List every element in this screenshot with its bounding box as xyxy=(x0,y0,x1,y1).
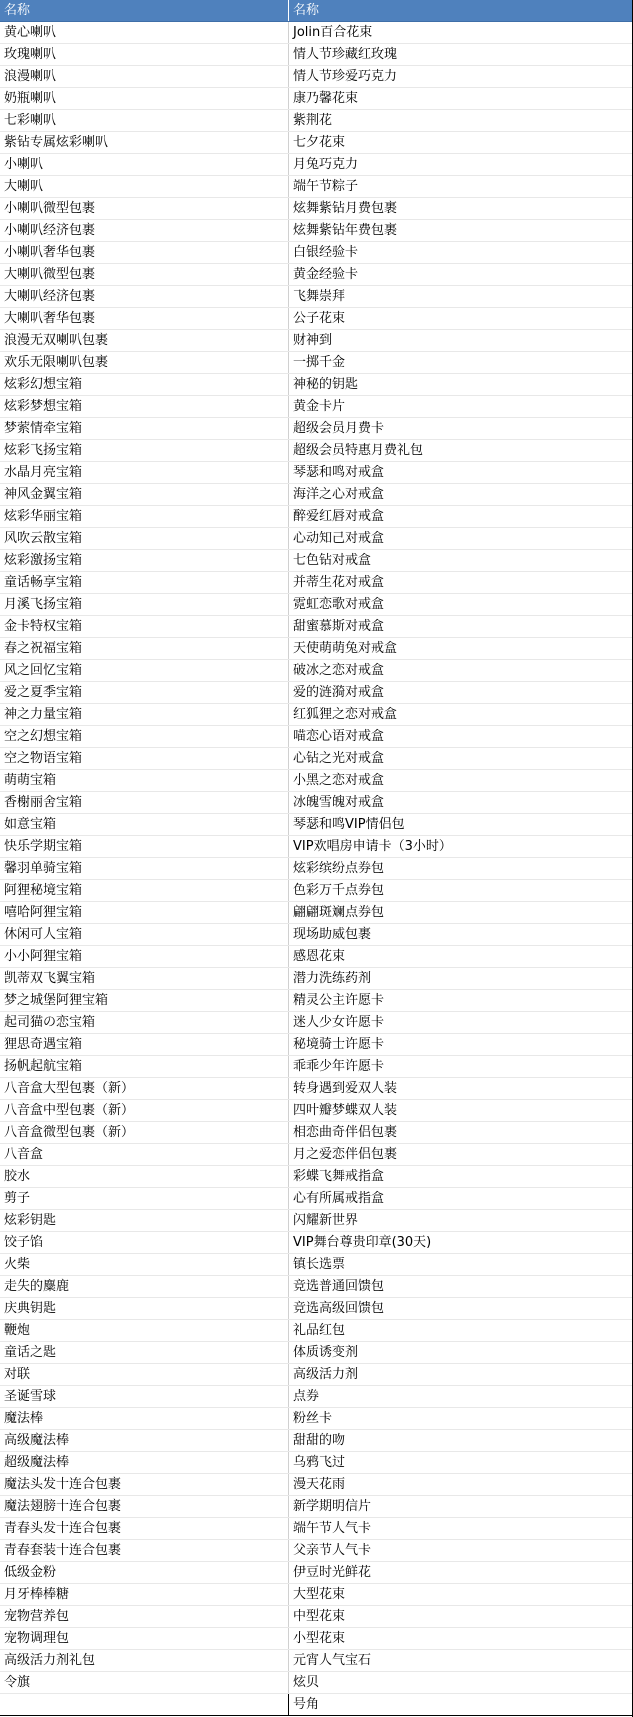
table-row xyxy=(0,858,633,880)
item-name-left: 浪漫喇叭 xyxy=(0,66,289,87)
item-name-right: 霓虹恋歌对戒盒 xyxy=(293,597,385,612)
item-name-right: 甜蜜慕斯对戒盒 xyxy=(293,619,385,634)
item-name-right: 元宵人气宝石 xyxy=(293,1653,372,1668)
item-name-right: 新学期明信片 xyxy=(293,1499,372,1514)
table-row xyxy=(0,1650,633,1672)
item-name-right: 小型花束 xyxy=(293,1631,346,1646)
table-row xyxy=(0,682,633,704)
item-name-left: 月牙棒棒糖 xyxy=(0,1584,289,1605)
item-name-right: 端午节粽子 xyxy=(293,179,359,194)
item-name-left: 高级魔法棒 xyxy=(0,1430,289,1451)
table-row xyxy=(0,1386,633,1408)
item-name-left: 大喇叭微型包裹 xyxy=(0,264,289,285)
table-row xyxy=(0,1012,633,1034)
item-name-left: 低级金粉 xyxy=(0,1562,289,1583)
item-name-right: 一掷千金 xyxy=(293,355,346,370)
item-name-left: 七彩喇叭 xyxy=(0,110,289,131)
item-name-left: 令旗 xyxy=(0,1672,289,1693)
table-row xyxy=(0,1122,633,1144)
table-row xyxy=(0,198,633,220)
table-row xyxy=(0,1584,633,1606)
item-name-left: 八音盒中型包裹（新） xyxy=(0,1100,289,1121)
item-name-right: 潜力洗练药剂 xyxy=(293,971,372,986)
item-name-left: 阿狸秘境宝箱 xyxy=(0,880,289,901)
column-header-right: 名称 xyxy=(293,3,320,18)
item-name-right: 相恋曲奇伴侣包裹 xyxy=(293,1125,398,1140)
item-name-left: 大喇叭 xyxy=(0,176,289,197)
item-name-left: 炫彩华丽宝箱 xyxy=(0,506,289,527)
item-name-left: 梦之城堡阿狸宝箱 xyxy=(0,990,289,1011)
item-name-right: 爱的涟漪对戒盒 xyxy=(293,685,385,700)
table-row xyxy=(0,1474,633,1496)
item-name-right: 精灵公主许愿卡 xyxy=(293,993,385,1008)
table-row xyxy=(0,1452,633,1474)
table-row xyxy=(0,352,633,374)
table-row xyxy=(0,880,633,902)
table-row xyxy=(0,1166,633,1188)
table-row xyxy=(0,440,633,462)
table-header-row xyxy=(0,0,633,22)
item-name-right: 白银经验卡 xyxy=(293,245,359,260)
item-name-left: 香榭丽舍宝箱 xyxy=(0,792,289,813)
item-name-right: 黄金经验卡 xyxy=(293,267,359,282)
item-name-right: 海洋之心对戒盒 xyxy=(293,487,385,502)
item-name-left: 金卡特权宝箱 xyxy=(0,616,289,637)
item-name-left: 扬帆起航宝箱 xyxy=(0,1056,289,1077)
table-row xyxy=(0,418,633,440)
item-name-right: 琴瑟和鸣VIP情侣包 xyxy=(293,817,405,832)
item-name-left: 饺子馅 xyxy=(0,1232,289,1253)
item-name-left: 大喇叭奢华包裹 xyxy=(0,308,289,329)
item-name-right: 转身遇到爱双人装 xyxy=(293,1081,398,1096)
item-name-right: 情人节珍藏红玫瑰 xyxy=(293,47,398,62)
table-row xyxy=(0,528,633,550)
item-name-left: 宠物调理包 xyxy=(0,1628,289,1649)
table-row xyxy=(0,1364,633,1386)
item-name-left: 小喇叭经济包裹 xyxy=(0,220,289,241)
item-name-left xyxy=(0,1694,289,1715)
item-name-right: 红狐狸之恋对戒盒 xyxy=(293,707,398,722)
item-name-right: 破冰之恋对戒盒 xyxy=(293,663,385,678)
item-name-right: 乌鸦飞过 xyxy=(293,1455,346,1470)
item-name-right: 四叶瓣梦蝶双人装 xyxy=(293,1103,398,1118)
table-row xyxy=(0,110,633,132)
table-row xyxy=(0,1562,633,1584)
table-row xyxy=(0,1210,633,1232)
item-name-right: 冰魄雪魄对戒盒 xyxy=(293,795,385,810)
item-name-right: VIP欢唱房申请卡（3小时） xyxy=(293,839,452,854)
table-row xyxy=(0,946,633,968)
item-name-left: 黄心喇叭 xyxy=(0,22,289,43)
item-name-left: 鞭炮 xyxy=(0,1320,289,1341)
item-name-left: 魔法翅膀十连合包裹 xyxy=(0,1496,289,1517)
table-row xyxy=(0,1188,633,1210)
item-name-right: 心动知己对戒盒 xyxy=(293,531,385,546)
item-name-left: 起司猫の恋宝箱 xyxy=(0,1012,289,1033)
item-name-left: 宠物营养包 xyxy=(0,1606,289,1627)
item-name-right: 秘境骑士许愿卡 xyxy=(293,1037,385,1052)
table-row xyxy=(0,1276,633,1298)
table-row xyxy=(0,484,633,506)
table-row xyxy=(0,154,633,176)
item-name-right: 黄金卡片 xyxy=(293,399,346,414)
item-name-right: 翩翩斑斓点券包 xyxy=(293,905,385,920)
item-name-right: 父亲节人气卡 xyxy=(293,1543,372,1558)
item-name-left: 如意宝箱 xyxy=(0,814,289,835)
table-row xyxy=(0,594,633,616)
table-row xyxy=(0,176,633,198)
item-name-right: 粉丝卡 xyxy=(293,1411,333,1426)
item-name-right: 琴瑟和鸣对戒盒 xyxy=(293,465,385,480)
item-name-right: 超级会员特惠月费礼包 xyxy=(293,443,424,458)
item-name-left: 青春套装十连合包裹 xyxy=(0,1540,289,1561)
item-name-left: 风吹云散宝箱 xyxy=(0,528,289,549)
item-name-right: 高级活力剂 xyxy=(293,1367,359,1382)
table-row xyxy=(0,1078,633,1100)
table-row xyxy=(0,1298,633,1320)
item-name-right: 超级会员月费卡 xyxy=(293,421,385,436)
table-row xyxy=(0,572,633,594)
item-name-left: 春之祝福宝箱 xyxy=(0,638,289,659)
item-name-left: 庆典钥匙 xyxy=(0,1298,289,1319)
item-name-left: 剪子 xyxy=(0,1188,289,1209)
item-name-left: 童话之匙 xyxy=(0,1342,289,1363)
item-name-right: 炫舞紫钻月费包裹 xyxy=(293,201,398,216)
item-name-right: 伊豆时光鲜花 xyxy=(293,1565,372,1580)
item-name-left: 狸思奇遇宝箱 xyxy=(0,1034,289,1055)
table-row xyxy=(0,770,633,792)
table-row xyxy=(0,308,633,330)
item-name-left: 高级活力剂礼包 xyxy=(0,1650,289,1671)
item-name-right: Jolin百合花束 xyxy=(293,25,373,40)
item-name-left: 凯蒂双飞翼宝箱 xyxy=(0,968,289,989)
item-name-left: 魔法棒 xyxy=(0,1408,289,1429)
item-name-left: 青春头发十连合包裹 xyxy=(0,1518,289,1539)
item-name-right: 月之爱恋伴侣包裹 xyxy=(293,1147,398,1162)
item-name-left: 八音盒 xyxy=(0,1144,289,1165)
item-name-right: 大型花束 xyxy=(293,1587,346,1602)
item-name-right: 甜甜的吻 xyxy=(293,1433,346,1448)
table-row xyxy=(0,1232,633,1254)
item-name-left: 炫彩飞扬宝箱 xyxy=(0,440,289,461)
table-row xyxy=(0,1672,633,1694)
item-name-right: 竞选普通回馈包 xyxy=(293,1279,385,1294)
table-body xyxy=(0,22,633,1716)
table-row xyxy=(0,1056,633,1078)
table-row xyxy=(0,1408,633,1430)
item-name-left: 炫彩幻想宝箱 xyxy=(0,374,289,395)
table-row xyxy=(0,1518,633,1540)
item-name-left: 紫钻专属炫彩喇叭 xyxy=(0,132,289,153)
item-name-right: 小黑之恋对戒盒 xyxy=(293,773,385,788)
item-name-left: 水晶月亮宝箱 xyxy=(0,462,289,483)
item-name-left: 玫瑰喇叭 xyxy=(0,44,289,65)
item-name-right: 情人节珍爱巧克力 xyxy=(293,69,398,84)
item-name-right: 炫彩缤纷点券包 xyxy=(293,861,385,876)
item-name-left: 炫彩激扬宝箱 xyxy=(0,550,289,571)
item-name-left: 神风金翼宝箱 xyxy=(0,484,289,505)
table-row xyxy=(0,220,633,242)
item-name-left: 休闲可人宝箱 xyxy=(0,924,289,945)
item-name-left: 萌萌宝箱 xyxy=(0,770,289,791)
item-name-right: 天使萌萌兔对戒盒 xyxy=(293,641,398,656)
item-name-right: 七色钻对戒盒 xyxy=(293,553,372,568)
table-row xyxy=(0,44,633,66)
table-row xyxy=(0,616,633,638)
table-row xyxy=(0,242,633,264)
item-name-right: 月兔巧克力 xyxy=(293,157,359,172)
item-name-right: 炫贝 xyxy=(293,1675,320,1690)
item-name-left: 胶水 xyxy=(0,1166,289,1187)
item-name-left: 超级魔法棒 xyxy=(0,1452,289,1473)
item-name-right: 心有所属戒指盒 xyxy=(293,1191,385,1206)
item-name-right: 色彩万千点券包 xyxy=(293,883,385,898)
table-row xyxy=(0,132,633,154)
table-row xyxy=(0,1628,633,1650)
item-name-left: 爱之夏季宝箱 xyxy=(0,682,289,703)
item-name-right: 乖乖少年许愿卡 xyxy=(293,1059,385,1074)
table-row xyxy=(0,286,633,308)
item-name-left: 走失的麋鹿 xyxy=(0,1276,289,1297)
item-name-left: 对联 xyxy=(0,1364,289,1385)
table-row xyxy=(0,1034,633,1056)
table-row xyxy=(0,902,633,924)
table-row xyxy=(0,66,633,88)
table-row xyxy=(0,836,633,858)
table-row xyxy=(0,374,633,396)
item-name-right: 号角 xyxy=(293,1697,320,1712)
table-row xyxy=(0,1100,633,1122)
item-name-left: 嘻哈阿狸宝箱 xyxy=(0,902,289,923)
item-name-right: 镇长选票 xyxy=(293,1257,346,1272)
item-name-right: 心钻之光对戒盒 xyxy=(293,751,385,766)
table-row xyxy=(0,968,633,990)
item-name-left: 梦萦情牵宝箱 xyxy=(0,418,289,439)
item-name-left: 大喇叭经济包裹 xyxy=(0,286,289,307)
item-name-right: 神秘的钥匙 xyxy=(293,377,359,392)
table-row xyxy=(0,506,633,528)
item-name-right: 彩蝶飞舞戒指盒 xyxy=(293,1169,385,1184)
table-row xyxy=(0,748,633,770)
item-name-right: 中型花束 xyxy=(293,1609,346,1624)
item-name-left: 八音盒大型包裹（新） xyxy=(0,1078,289,1099)
item-name-right: 紫荆花 xyxy=(293,113,333,128)
table-row xyxy=(0,924,633,946)
item-name-right: VIP舞台尊贵印章(30天) xyxy=(293,1235,432,1250)
item-name-right: 竞选高级回馈包 xyxy=(293,1301,385,1316)
table-row xyxy=(0,462,633,484)
item-name-left: 小喇叭微型包裹 xyxy=(0,198,289,219)
item-name-left: 空之幻想宝箱 xyxy=(0,726,289,747)
item-name-left: 八音盒微型包裹（新） xyxy=(0,1122,289,1143)
table-row xyxy=(0,1540,633,1562)
table-row xyxy=(0,1320,633,1342)
item-name-left: 圣诞雪球 xyxy=(0,1386,289,1407)
table-row xyxy=(0,330,633,352)
item-name-right: 端午节人气卡 xyxy=(293,1521,372,1536)
item-name-right: 闪耀新世界 xyxy=(293,1213,359,1228)
item-name-right: 并蒂生花对戒盒 xyxy=(293,575,385,590)
item-name-left: 炫彩梦想宝箱 xyxy=(0,396,289,417)
table-row xyxy=(0,792,633,814)
item-name-right: 礼品红包 xyxy=(293,1323,346,1338)
item-name-left: 小喇叭 xyxy=(0,154,289,175)
item-name-left: 童话畅享宝箱 xyxy=(0,572,289,593)
item-name-left: 神之力量宝箱 xyxy=(0,704,289,725)
table-row xyxy=(0,396,633,418)
table-row xyxy=(0,726,633,748)
item-name-right: 七夕花束 xyxy=(293,135,346,150)
item-name-right: 迷人少女许愿卡 xyxy=(293,1015,385,1030)
table-row xyxy=(0,1430,633,1452)
item-name-left: 风之回忆宝箱 xyxy=(0,660,289,681)
item-name-right: 点券 xyxy=(293,1389,320,1404)
table-row xyxy=(0,1606,633,1628)
item-name-right: 康乃馨花束 xyxy=(293,91,359,106)
item-name-right: 喵恋心语对戒盒 xyxy=(293,729,385,744)
table-row xyxy=(0,22,633,44)
item-name-left: 月溪飞扬宝箱 xyxy=(0,594,289,615)
table-row xyxy=(0,990,633,1012)
item-name-left: 奶瓶喇叭 xyxy=(0,88,289,109)
table-row xyxy=(0,264,633,286)
table-row xyxy=(0,1496,633,1518)
item-name-left: 魔法头发十连合包裹 xyxy=(0,1474,289,1495)
item-name-right: 醉爱红唇对戒盒 xyxy=(293,509,385,524)
item-name-left: 欢乐无限喇叭包裹 xyxy=(0,352,289,373)
item-name-right: 炫舞紫钻年费包裹 xyxy=(293,223,398,238)
item-name-right: 财神到 xyxy=(293,333,333,348)
item-name-left: 馨羽单骑宝箱 xyxy=(0,858,289,879)
item-name-right: 感恩花束 xyxy=(293,949,346,964)
item-name-right: 现场助威包裹 xyxy=(293,927,372,942)
table-row xyxy=(0,1694,633,1716)
item-name-right: 公子花束 xyxy=(293,311,346,326)
item-name-left: 快乐学期宝箱 xyxy=(0,836,289,857)
item-name-right: 体质诱变剂 xyxy=(293,1345,359,1360)
table-row xyxy=(0,1342,633,1364)
table-row xyxy=(0,550,633,572)
item-name-left: 空之物语宝箱 xyxy=(0,748,289,769)
item-name-left: 小小阿狸宝箱 xyxy=(0,946,289,967)
item-name-left: 浪漫无双喇叭包裹 xyxy=(0,330,289,351)
item-name-left: 炫彩钥匙 xyxy=(0,1210,289,1231)
item-name-left: 火柴 xyxy=(0,1254,289,1275)
table-row xyxy=(0,1144,633,1166)
table-row xyxy=(0,638,633,660)
table-row xyxy=(0,1254,633,1276)
table-row xyxy=(0,88,633,110)
item-name-right: 飞舞崇拜 xyxy=(293,289,346,304)
table-row xyxy=(0,660,633,682)
item-name-left: 小喇叭奢华包裹 xyxy=(0,242,289,263)
item-name-right: 漫天花雨 xyxy=(293,1477,346,1492)
column-header-left: 名称 xyxy=(0,0,289,21)
table-row xyxy=(0,814,633,836)
table-row xyxy=(0,704,633,726)
